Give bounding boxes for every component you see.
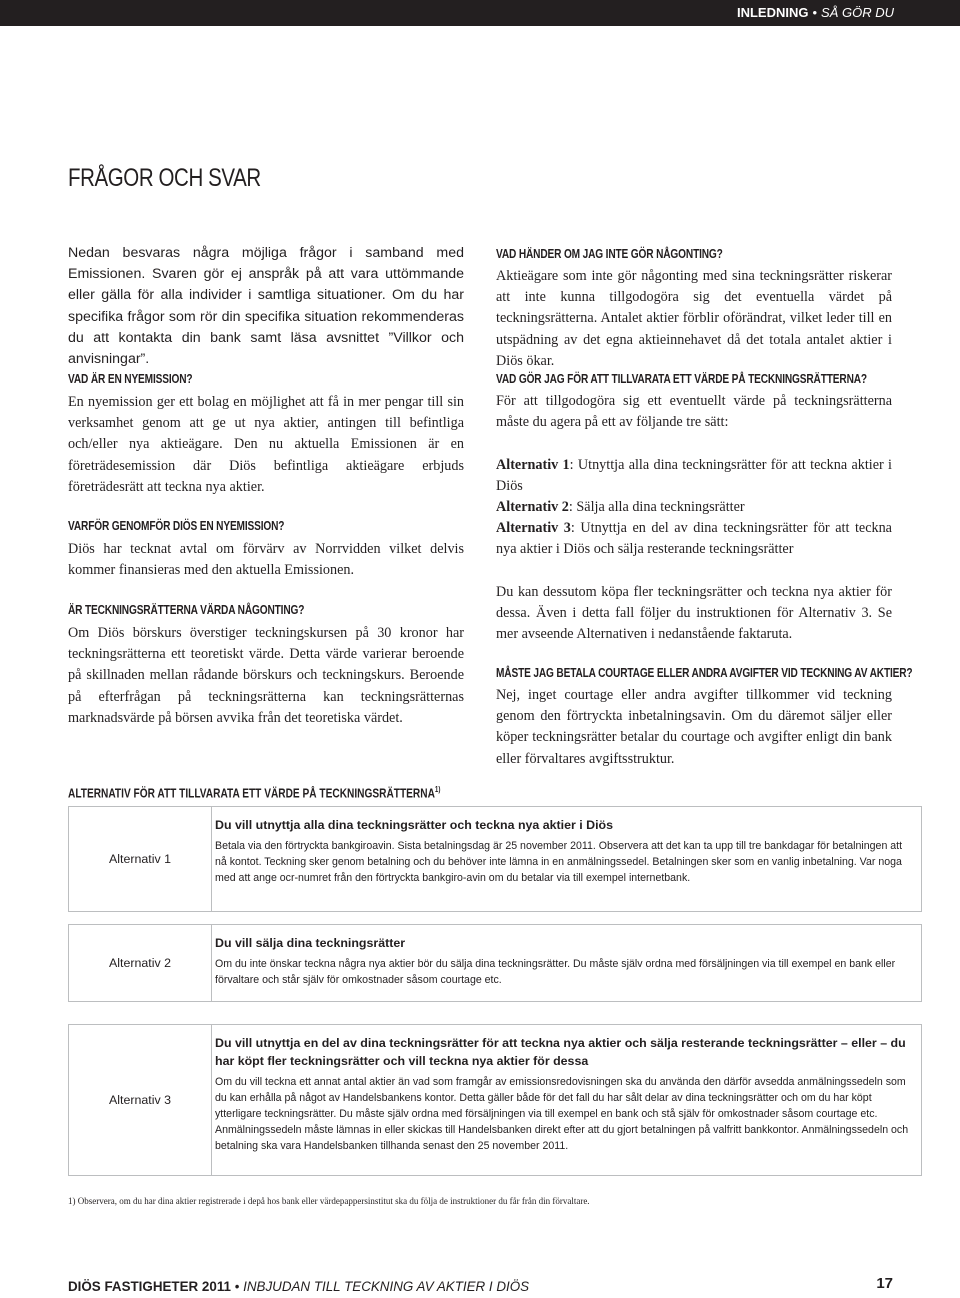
row-title: Du vill utnyttja en del av dina teckningsrätter för att teckna nya aktier och sälja resterande teckningsrätter – eller – du har köpt fler teckningsrätter och vill teckna nya aktier för dessa [215,1036,906,1068]
alternative-2-text: : Sälja alla dina teckningsrätter [568,499,745,515]
alternative-3-label: Alternativ 3 [496,520,571,537]
alternative-1-text: : Utnyttja alla dina teckningsrätter för att teckna aktier i Diös [496,456,892,494]
faq-heading: VAD HÄNDER OM JAG INTE GÖR NÅGONTING? [496,246,723,261]
running-header [0,0,960,26]
row-label: Alternativ 2 [109,956,171,970]
faq-answer: Nej, inget courtage eller andra avgifter tillkommer vid teckning genom den förtryckta inbetalningsavin. Om du däremot säljer eller köper teckningsrätter betalar du courtage och avgifter enligt din bank eller förvaltares avgiftsstruktur. [496,687,892,767]
faq-do-nothing [496,245,892,372]
running-footer [68,1279,529,1294]
alternative-2-label: Alternativ 2 [496,499,569,515]
faq-courtage [496,664,913,770]
faq-heading: ÄR TECKNINGSRÄTTERNA VÄRDA NÅGONTING? [68,602,305,617]
faq-answer: För att tillgodogöra sig ett eventuellt värde på teckningsrätterna måste du agera på ett av följande tre sätt: [496,393,892,431]
row-label: Alternativ 3 [109,1093,171,1107]
page-title: FRÅGOR OCH SVAR [68,164,261,192]
alternative-1-label: Alternativ 1 [496,456,570,473]
footnote-ref: 1) [434,785,441,794]
footnote: 1) Observera, om du har dina aktier registrerade i depå hos bank eller värdepappersinstitut ska du följa de instruktioner du får från din förvaltare. [68,1196,590,1206]
faq-heading: VAD ÄR EN NYEMISSION? [68,371,193,386]
header-subsection: SÅ GÖR DU [821,5,894,20]
footer-separator: • [234,1279,240,1294]
faq-answer: En nyemission ger ett bolag en möjlighet att få in mer pengar till sin verksamhet genom att ge ut nya aktier, antingen till befintliga och/eller nya aktieägare. Den nu aktuella Emissionen är en företrädesemission där Diös befintliga aktieägare erbjuds företrädesrätt att teckna nya aktier. [68,394,464,495]
row-content [211,925,921,1001]
header-separator: • [812,5,818,20]
row-content [211,807,921,911]
faq-preserve-value [496,370,892,645]
row-label: Alternativ 1 [109,852,171,866]
fact-box-heading-text: ALTERNATIV FÖR ATT TILLVARATA ETT VÄRDE PÅ TECKNINGSRÄTTERNA [68,785,435,801]
header-section: INLEDNING [736,5,809,20]
row-content [211,1025,921,1175]
fact-row-alternative-1 [68,806,922,912]
faq-rights-value [68,601,464,729]
intro-paragraph: Nedan besvaras några möjliga frågor i samband med Emissionen. Svaren gör ej anspråk på att vara uttömmande eller gälla för alla individer i samtliga situationer. Om du har specifika frågor som rör din specifika situation rekommenderas du att kontakta din bank samt läsa avsnittet ”Villkor och anvisningar”. [68,245,464,368]
faq-heading: VAD GÖR JAG FÖR ATT TILLVARATA ETT VÄRDE PÅ TECKNINGSRÄTTERNA? [496,371,867,386]
row-title: Du vill sälja dina teckningsrätter [215,936,406,950]
faq-answer: Aktieägare som inte gör någonting med sina teckningsrätter riskerar att inte kunna tillgodogöra sig det eventuella värdet på teckningsrätterna. Antalet aktier förblir oförändrat, vilket leder till en utspädning av det egna aktieinnehavet då det totala antalet aktier i Diös ökar. [496,268,892,369]
alternatives-list [496,455,892,561]
faq-extra: Du kan dessutom köpa fler teckningsrätter och teckna nya aktier för dessa. Även i detta fall följer du instruktionen för Alternativ 3. Se mer avseende Alternativen i nedanstående faktaruta. [496,583,892,643]
row-text: Betala via den förtryckta bankgiroavin. Sista betalningsdag är 25 november 2011. Observera att det kan ta upp till tre bankdagar för betalningen att nå kontot. Teckning sker genom betalning och du behöver inte lämna in en anmälningssedel. Betalningen sker som en vanlig inbetalning. Var noga med att ange ocr-numret från den förtryckta bankgiro-avin om du betalar via till exempel internetbank. [215,840,903,884]
faq-answer: Om Diös börskurs överstiger teckningskursen på 30 kronor har teckningsrätterna ett teoretiskt värde. Detta värde varierar beroende på skillnaden mellan rådande börskurs och teckningskurs. Beroende på efterfrågan på teckningsrätterna kan teckningsrätternas marknadsvärde på börsen avvika från det teoretiska värdet. [68,625,464,726]
faq-heading: MÅSTE JAG BETALA COURTAGE ELLER ANDRA AVGIFTER VID TECKNING AV AKTIER? [496,665,913,680]
faq-what-is-new-issue [68,370,464,498]
fact-row-alternative-3 [68,1024,922,1176]
faq-answer: Diös har tecknat avtal om förvärv av Norrvidden vilket delvis kommer finansieras med den aktuella Emissionen. [68,541,464,579]
footer-document: INBJUDAN TILL TECKNING AV AKTIER I DIÖS [243,1279,530,1294]
fact-box-heading [68,781,440,801]
row-title: Du vill utnyttja alla dina teckningsrätter och teckna nya aktier i Diös [215,818,613,832]
fact-row-alternative-2 [68,924,922,1002]
alternative-3-text: : Utnyttja en del av dina teckningsrätter för att teckna nya aktier i Diös och sälja resterande teckningsrätter [496,520,892,558]
footer-company: DIÖS FASTIGHETER 2011 [68,1279,231,1294]
faq-heading: VARFÖR GENOMFÖR DIÖS EN NYEMISSION? [68,518,285,533]
faq-why-new-issue [68,517,464,581]
row-text: Om du inte önskar teckna några nya aktier bör du sälja dina teckningsrätter. Du måste själv ordna med försäljningen via till exempel en bank eller förvaltare och står själv för omkostnader såsom courtage etc. [215,958,896,986]
page-number: 17 [876,1275,893,1292]
row-text: Om du vill teckna ett annat antal aktier än vad som framgår av emissionsredovisningen ska du använda den därför avsedda anmälningssedeln som du kan erhålla på något av Handelsbankens kontor. Detta gäller både för det fall du har sålt delar av dina teckningsrätter och om du har köpt ytterligare teckningsrätter. Du måste själv ordna med försäljningen via till exempel en bank och stå själv för omkostnader såsom courtage etc. Anmälningssedeln måste lämnas in eller skickas till Handelsbanken direkt efter att du gjort betalningen på valfritt bankkontor. Anmälningssedeln och betalning ska vara Handelsbanken tillhanda senast den 25 november 2011. [215,1076,909,1152]
